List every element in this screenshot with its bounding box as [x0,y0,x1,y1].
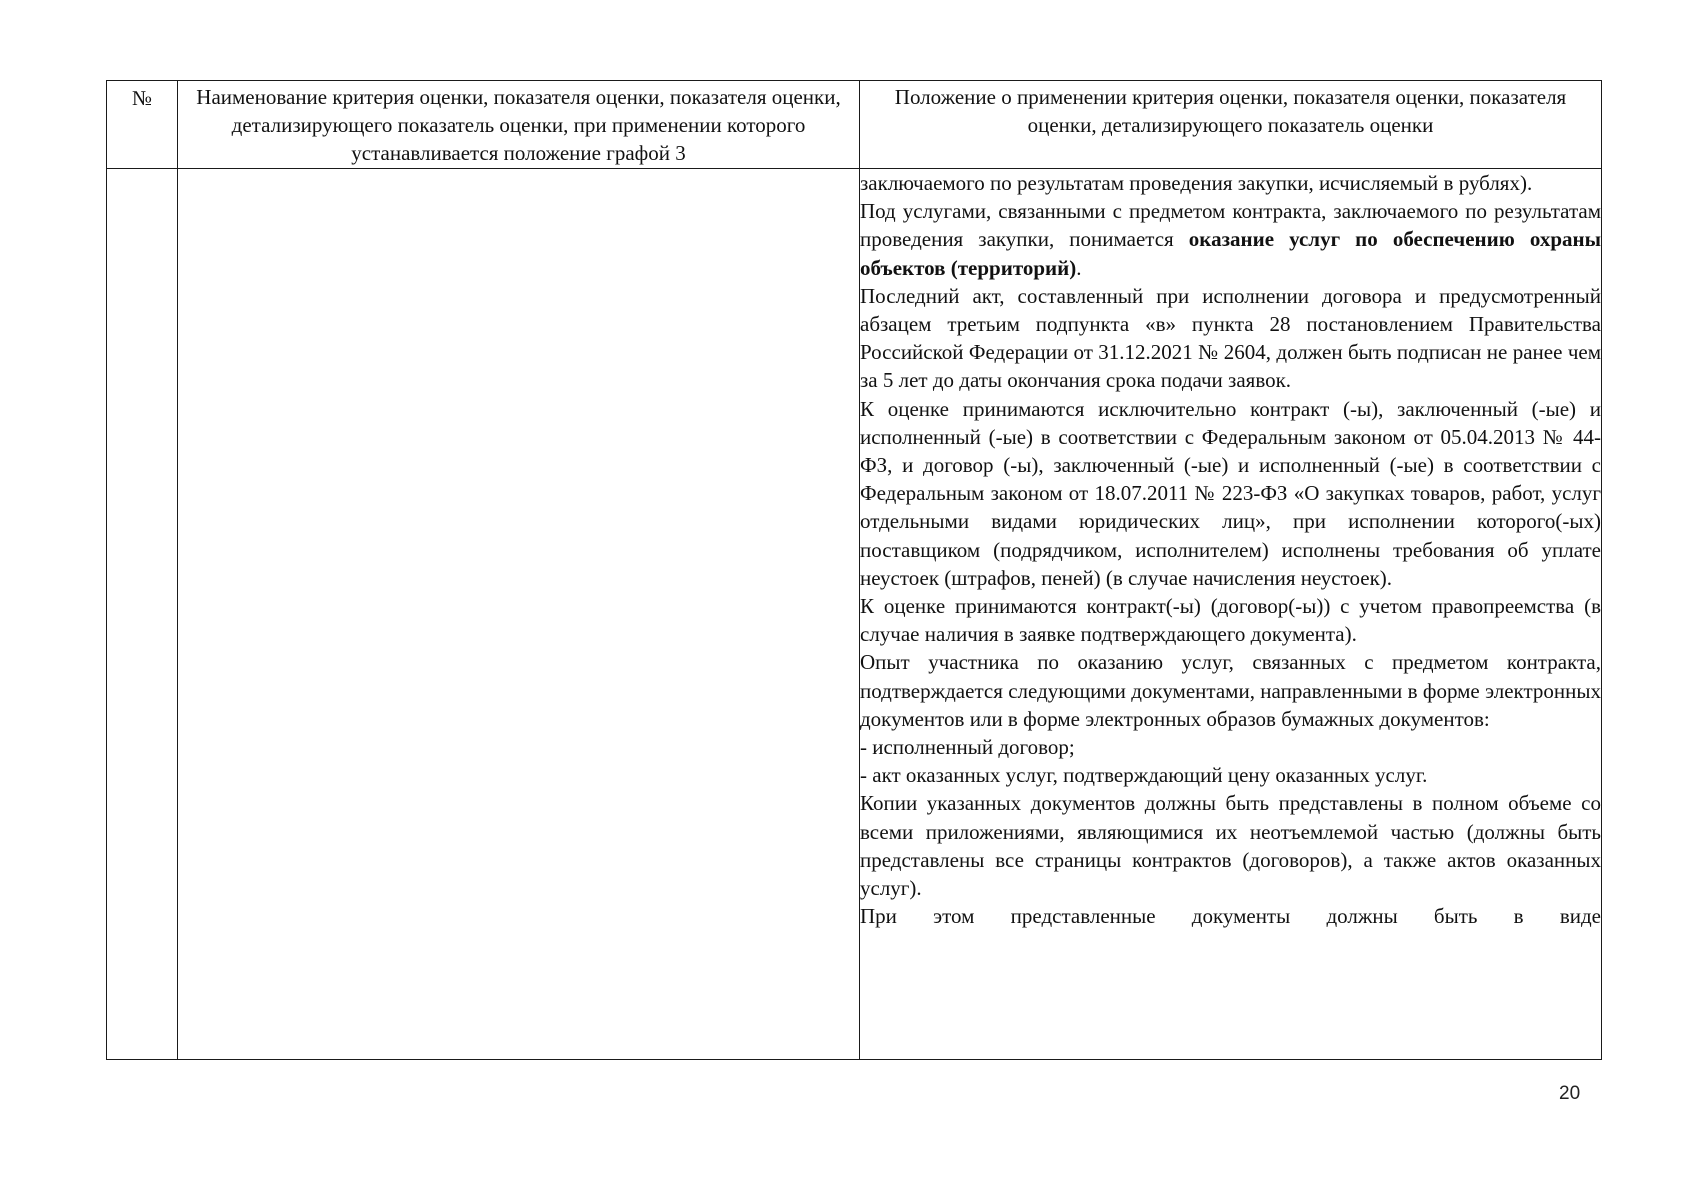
header-number-label: № [131,86,153,110]
paragraph-1: заключаемого по результатам проведения закупки, исчисляемый в рублях). [860,171,1533,195]
paragraph-2-bold-text: оказание услуг по обеспечению охраны объектов (территорий) [860,227,1601,280]
row-number-cell [107,169,178,1060]
paragraph-2-text: Под услугами, связанными с предметом контракта, заключаемого по результатам проведения закупки, понимается [860,199,1601,252]
row-criterion-name-cell [178,169,860,1060]
header-criterion-name-label: Наименование критерия оценки, показателя оценки, показателя оценки, детализирующего показатель оценки, при применении которого устанавливается положение графой 3 [196,85,841,165]
paragraph-6: Опыт участника по оказанию услуг, связанных с предметом контракта, подтверждается следующими документами, направленными в форме электронных документов или в форме электронных образов бумажных документов: [860,650,1601,731]
paragraph-5: К оценке принимаются контракт(-ы) (договор(-ы)) с учетом правопреемства (в случае наличия в заявке подтверждающего документа). [860,594,1601,647]
list-item-act: - акт оказанных услуг, подтверждающий цену оказанных услуг. [860,763,1428,788]
paragraph-2 [860,197,1601,282]
table-header-row [107,81,1602,169]
page-number: 20 [1559,1083,1581,1104]
header-number-cell [107,81,178,169]
paragraph-10: При этом представленные документы должны быть в виде [860,904,1601,929]
paragraph-2-end: . [1076,255,1082,280]
header-provision-cell [860,81,1602,169]
paragraph-9: Копии указанных документов должны быть представлены в полном объеме со всеми приложениями, являющимися их неотъемлемой частью (должны быть представлены все страницы контрактов (договоров), а также актов оказанных услуг). [860,791,1601,901]
row-provision-cell [860,169,1602,1060]
paragraph-4: К оценке принимаются исключительно контракт (-ы), заключенный (-ые) и исполненный (-ые) в соответствии с Федеральным законом от 05.04.2013 № 44-ФЗ, и договор (-ы), заключенный (-ые) и исполненный (-ые) в соответствии с Федеральным законом от 18.07.2011 № 223-ФЗ «О закупках товаров, работ, услуг отдельными видами юридических лиц», при исполнении которого(-ых) поставщиком (подрядчиком, исполнителем) исполнены требования об уплате неустоек (штрафов, пеней) (в случае начисления неустоек). [860,396,1601,590]
table-row [107,169,1602,1060]
header-provision-label: Положение о применении критерия оценки, показателя оценки, показателя оценки, детализирующего показатель оценки [894,85,1567,137]
header-criterion-name-cell [178,81,860,169]
paragraph-3: Последний акт, составленный при исполнении договора и предусмотренный абзацем третьим подпункта «в» пункта 28 постановлением Правительства Российской Федерации от 31.12.2021 № 2604, должен быть подписан не ранее чем за 5 лет до даты окончания срока подачи заявок. [860,283,1601,393]
criteria-table [106,80,1602,1060]
list-item-contract: - исполненный договор; [860,735,1075,760]
